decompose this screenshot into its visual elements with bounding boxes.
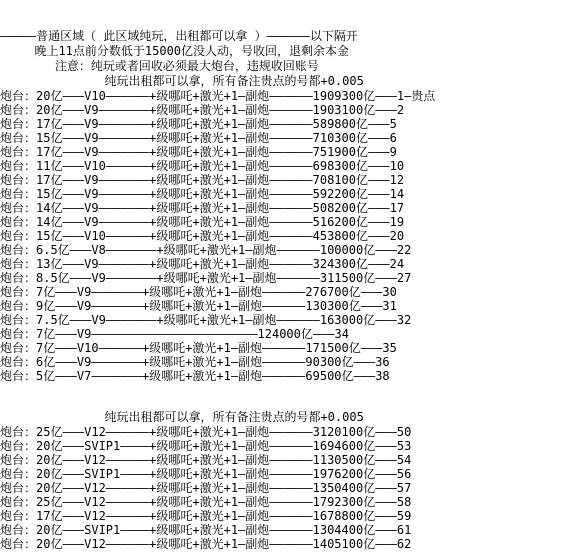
list-item: 炮台：20亿———V10——————+级哪吒+激光+1—副炮——————1909300亿———1—贵点: [0, 89, 436, 103]
list-item: 炮台：25亿———V12——————+级哪吒+激光+1—副炮——————3120100亿———50: [0, 425, 412, 439]
list-item: 炮台：17亿———V12——————+级哪吒+激光+1—副炮——————1678800亿———59: [0, 509, 412, 523]
list-item: 炮台：6亿———V9———————+级哪吒+激光+1—副炮——————90300亿———36: [0, 355, 390, 369]
list-item: 炮台：14亿———V9———————+级哪吒+激光+1—副炮——————508200亿———17: [0, 201, 405, 215]
list-item: 炮台：20亿———SVIP1————+级哪吒+激光+1—副炮——————1304400亿———61: [0, 523, 412, 537]
list-item: 炮台：20亿———V12——————+级哪吒+激光+1—副炮——————1130500亿———54: [0, 453, 412, 467]
list-item: 炮台：5亿———V7———————+级哪吒+激光+1—副炮——————69500亿———38: [0, 369, 390, 383]
list-item: 炮台：20亿———SVIP1————+级哪吒+激光+1—副炮——————1976200亿———56: [0, 467, 412, 481]
list-item: 炮台：7亿———V9———————————————————————124000亿———34: [0, 327, 349, 341]
list-item: 炮台：25亿———V12——————+级哪吒+激光+1—副炮——————1792300亿———58: [0, 495, 412, 509]
rule-line-1: 晚上11点前分数低于15000亿没人动，号收回，退剩余本金: [20, 44, 350, 58]
header-title: —————普通区域（ 此区域纯玩，出租都可以拿 ）——————以下隔开: [0, 29, 358, 43]
list-item: 炮台：7亿———V9———————+级哪吒+激光+1—副炮——————276700亿———30: [0, 285, 397, 299]
list-item: 炮台：7亿———V10——————+级哪吒+激光+1—副炮——————171500亿———35: [0, 341, 397, 355]
list-item: 炮台：17亿———V9———————+级哪吒+激光+1—副炮——————589800亿———5: [0, 117, 397, 131]
list-item: 炮台：15亿———V10——————+级哪吒+激光+1—副炮——————453800亿———20: [0, 229, 405, 243]
list-item: 炮台：6.5亿———V8———————+级哪吒+激光+1—副炮——————100000亿———22: [0, 243, 412, 257]
list-item: 炮台：20亿———V12——————+级哪吒+激光+1—副炮——————1405100亿———62: [0, 537, 412, 551]
list-item: 炮台：15亿———V9———————+级哪吒+激光+1—副炮——————710300亿———6: [0, 131, 397, 145]
list-item: 炮台：11亿———V10——————+级哪吒+激光+1—副炮——————698300亿———10: [0, 159, 405, 173]
list-item: 炮台：13亿———V9———————+级哪吒+激光+1—副炮——————324300亿———24: [0, 257, 405, 271]
section-1-note: 纯玩出租都可以拿，所有备注贵点的号都+0.005: [90, 74, 364, 88]
list-item: 炮台：20亿———SVIP1————+级哪吒+激光+1—副炮——————1694600亿———53: [0, 439, 412, 453]
list-item: 炮台：7.5亿———V9———————+级哪吒+激光+1—副炮——————163000亿———32: [0, 313, 412, 327]
list-item: 炮台：17亿———V9———————+级哪吒+激光+1—副炮——————708100亿———12: [0, 173, 405, 187]
list-item: 炮台：17亿———V9———————+级哪吒+激光+1—副炮——————751900亿———9: [0, 145, 397, 159]
list-item: 炮台：8.5亿———V9———————+级哪吒+激光+1—副炮——————311500亿———27: [0, 271, 412, 285]
section-2-note: 纯玩出租都可以拿，所有备注贵点的号都+0.005: [90, 410, 364, 424]
list-item: 炮台：20亿———V9———————+级哪吒+激光+1—副炮——————1903100亿———2: [0, 103, 405, 117]
list-item: 炮台：15亿———V9———————+级哪吒+激光+1—副炮——————592200亿———14: [0, 187, 405, 201]
rule-line-2: 注意：纯玩或者回收必须最大炮台，违规收回账号: [26, 59, 319, 73]
list-item: 炮台：14亿———V9———————+级哪吒+激光+1—副炮——————516200亿———19: [0, 215, 405, 229]
list-item: 炮台：20亿———V12——————+级哪吒+激光+1—副炮——————1350400亿———57: [0, 481, 412, 495]
list-item: 炮台：9亿———V9———————+级哪吒+激光+1—副炮——————130300亿———31: [0, 299, 397, 313]
